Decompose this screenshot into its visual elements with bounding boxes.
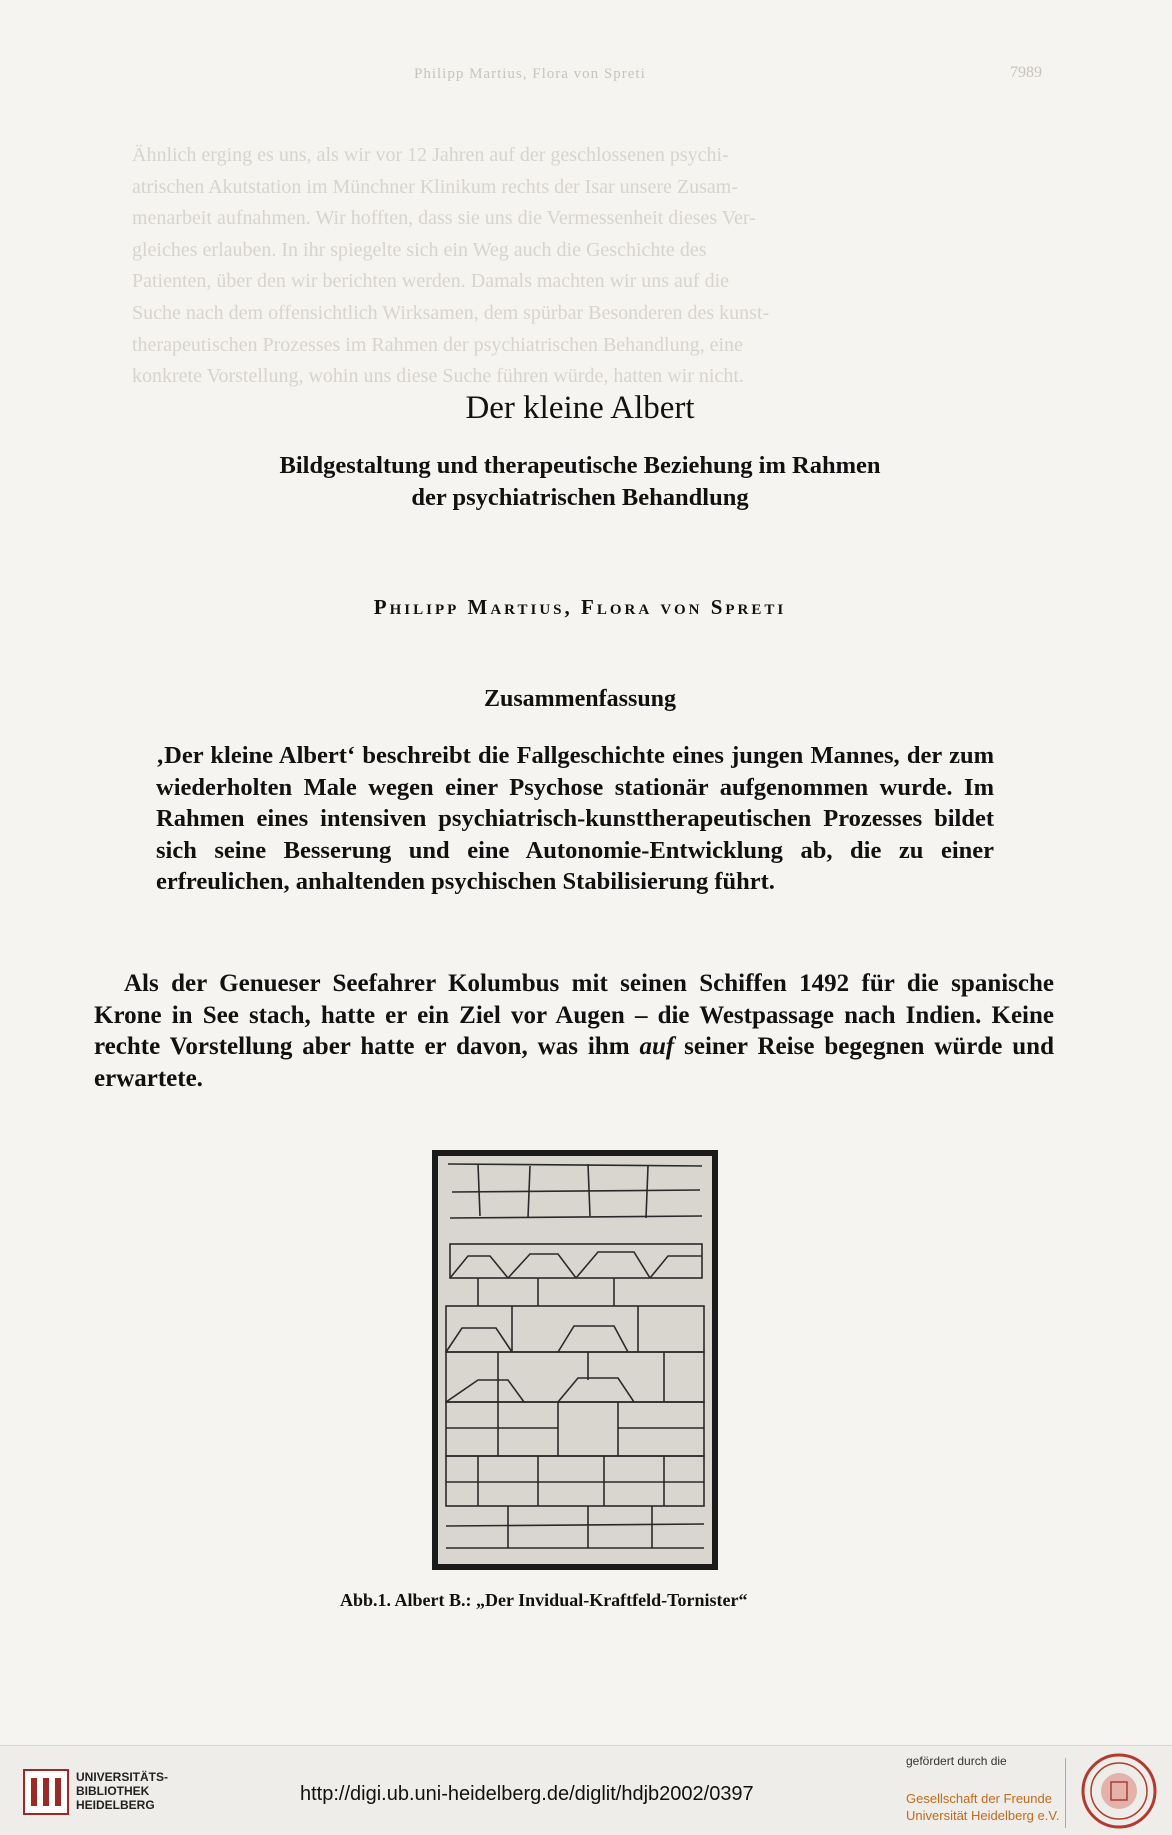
show-through-text bbox=[132, 140, 1060, 393]
ghost-line: konkrete Vorstellung, wohin uns diese Suche führen würde, hatten wir nicht. bbox=[132, 365, 744, 388]
article-title: Der kleine Albert bbox=[465, 390, 695, 426]
ghost-line: Suche nach dem offensichtlich Wirksamen, dem spürbar Besonderen des kunst- bbox=[132, 301, 770, 324]
figure-caption: Abb.1. Albert B.: „Der Invidual-Kraftfeld-Tornister“ bbox=[340, 1590, 748, 1610]
permalink-url[interactable]: http://digi.ub.uni-heidelberg.de/diglit/hdjb2002/0397 bbox=[300, 1783, 754, 1805]
running-head: Philipp Martius, Flora von Spreti bbox=[414, 66, 646, 82]
subtitle-line-1: Bildgestaltung und therapeutische Beziehung im Rahmen bbox=[279, 452, 881, 479]
library-line-1: UNIVERSITÄTS- bbox=[76, 1770, 169, 1784]
ghost-line: atrischen Akutstation im Münchner Klinikum rechts der Isar unsere Zusam- bbox=[132, 175, 738, 198]
abstract-heading: Zusammenfassung bbox=[483, 686, 677, 712]
article-subtitle bbox=[160, 450, 1000, 514]
sponsor-label: gefördert durch die bbox=[906, 1754, 1007, 1768]
university-seal-icon bbox=[1080, 1752, 1158, 1830]
intro-text-end: seiner Reise begegnen würde und erwartete. bbox=[94, 1033, 1054, 1092]
figure-drawing bbox=[432, 1150, 718, 1570]
viewer-footer bbox=[0, 1745, 1172, 1835]
ghost-line: therapeutischen Prozesses im Rahmen der psychiatrischen Behandlung, eine bbox=[132, 333, 743, 356]
article-authors: Philipp Martius, Flora von Spreti bbox=[373, 595, 787, 619]
intro-emphasis: auf bbox=[639, 1033, 675, 1061]
ghost-line: Patienten, über den wir berichten werden. Damals machten wir uns auf die bbox=[132, 270, 730, 293]
footer-divider bbox=[1065, 1758, 1066, 1828]
sponsor-line-1: Gesellschaft der Freunde bbox=[906, 1791, 1052, 1806]
library-line-3: HEIDELBERG bbox=[76, 1798, 155, 1812]
ghost-line: menarbeit aufnahmen. Wir hofften, dass sie uns die Vermessenheit dieses Ver- bbox=[132, 207, 756, 230]
tornister-drawing bbox=[438, 1156, 712, 1564]
intro-text-start: Als der Genueser Seefahrer Kolumbus mit seinen Schiffen 1492 für die spanische Krone in See stach, hatte er ein Ziel vor Augen – die Westpassage nach Indien. Keine rechte Vorstellung aber hatte er davon, was ihm bbox=[94, 970, 1054, 1061]
sponsor-name bbox=[906, 1790, 1059, 1824]
page-number: 7989 bbox=[1010, 64, 1042, 81]
ghost-line: Ähnlich erging es uns, als wir vor 12 Jahren auf der geschlossenen psychi- bbox=[132, 144, 729, 166]
subtitle-line-2: der psychiatrischen Behandlung bbox=[411, 484, 749, 511]
abstract-text: ‚Der kleine Albert‘ beschreibt die Fallgeschichte eines jungen Mannes, der zum wiederholten Male wegen einer Psychose stationär aufgenommen wurde. Im Rahmen eines intensiven psychiatrisch-kunsttherapeutischen Prozesses bildet sich seine Besserung und eine Autonomie-Entwicklung ab, die zu einer erfreulichen, anhaltenden psychischen Stabilisierung führt. bbox=[156, 742, 994, 896]
intro-paragraph bbox=[94, 968, 1054, 1094]
library-line-2: BIBLIOTHEK bbox=[76, 1784, 150, 1798]
library-logo-icon bbox=[22, 1768, 70, 1816]
library-name bbox=[76, 1770, 168, 1812]
ghost-line: gleiches erlauben. In ihr spiegelte sich ein Weg auch die Geschichte des bbox=[132, 238, 707, 261]
sponsor-line-2: Universität Heidelberg e.V. bbox=[906, 1808, 1060, 1823]
